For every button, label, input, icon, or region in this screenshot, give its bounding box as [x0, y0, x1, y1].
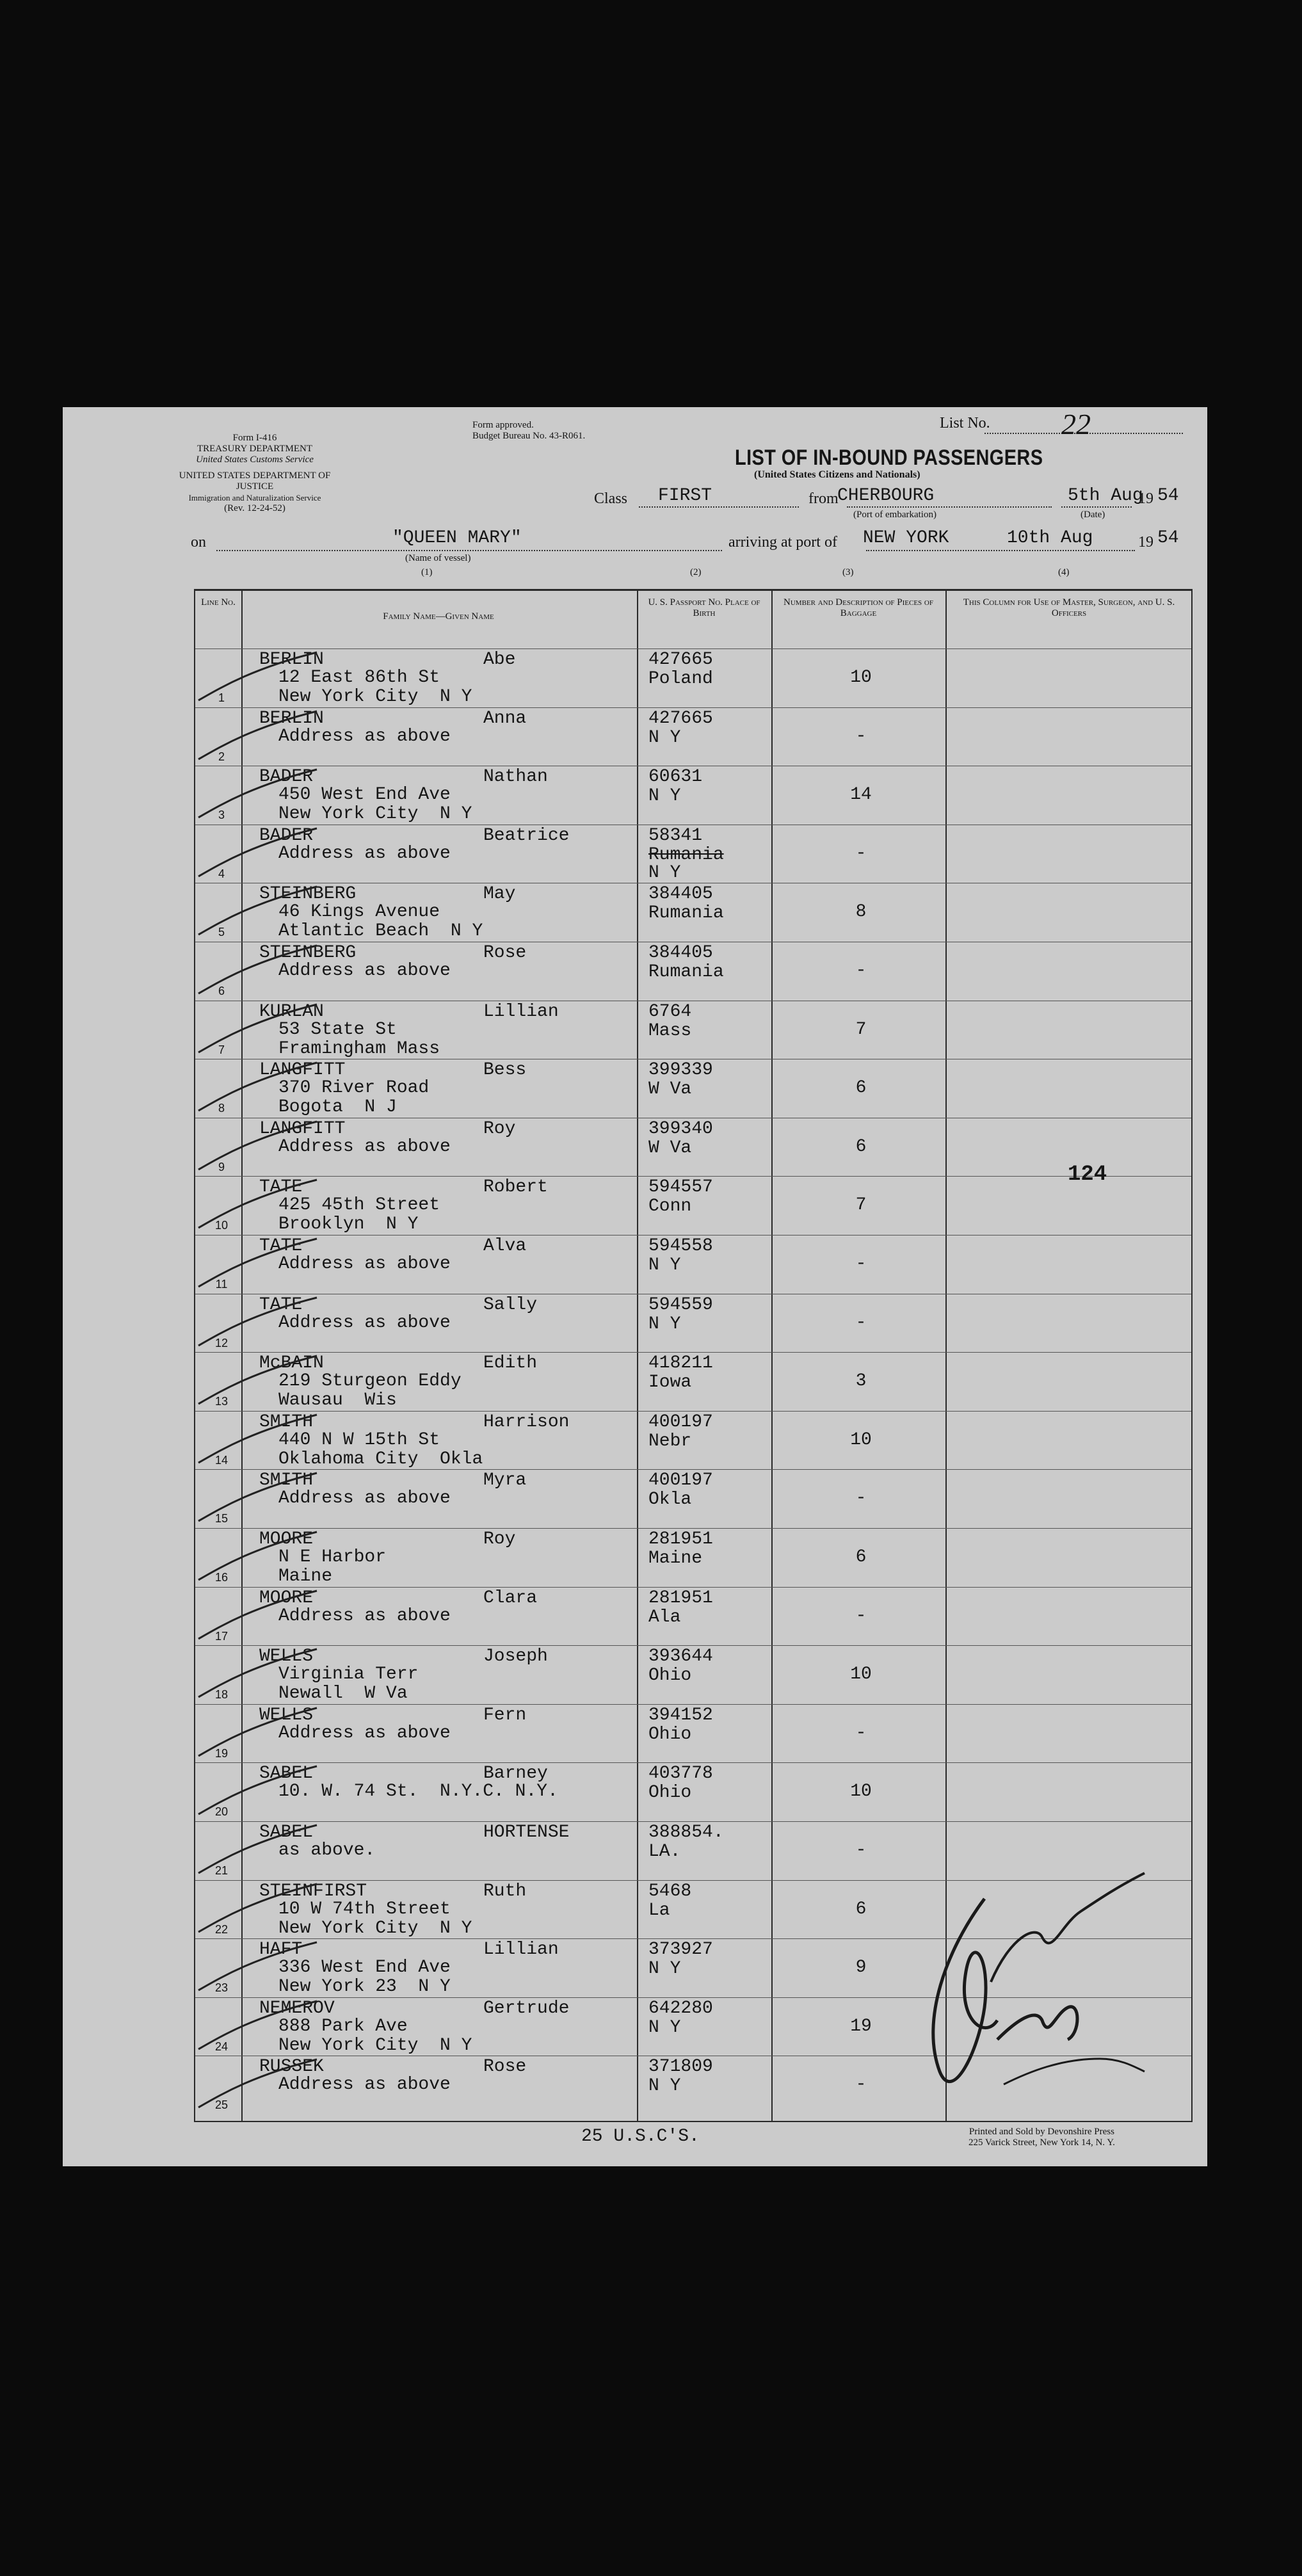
address-line-1: Address as above — [278, 1723, 451, 1743]
passport-number: 400197 — [648, 1412, 713, 1432]
family-name: BERLIN — [259, 650, 324, 670]
port-value: NEW YORK — [863, 528, 949, 548]
passport-number: 594559 — [648, 1294, 713, 1315]
table-row — [195, 1235, 1191, 1294]
address-line-2: Maine — [278, 1566, 333, 1586]
given-name: Gertrude — [483, 1998, 570, 2018]
check-mark-icon — [195, 1412, 323, 1470]
place-of-birth: Ohio — [648, 1666, 692, 1686]
family-name: McBAIN — [259, 1353, 324, 1374]
address-line-1: 888 Park Ave — [278, 2016, 408, 2036]
address-line-2: New York City N Y — [278, 687, 472, 707]
table-row — [195, 1352, 1191, 1411]
passport-number: 6764 — [648, 1001, 692, 1022]
check-mark-icon — [195, 1939, 323, 1997]
list-no-value: 22 — [1061, 408, 1091, 440]
line-number: 13 — [214, 1395, 229, 1408]
family-name: TATE — [259, 1294, 303, 1315]
given-name: Rose — [483, 943, 527, 963]
place-of-birth: Iowa — [648, 1373, 692, 1393]
check-mark-icon — [195, 1177, 323, 1235]
baggage-count: 14 — [850, 785, 872, 805]
check-mark-icon — [195, 1529, 323, 1587]
given-name: Edith — [483, 1353, 538, 1374]
address-line-2: Bogota N J — [278, 1097, 397, 1118]
passport-number: 594558 — [648, 1236, 713, 1256]
line-number: 12 — [214, 1336, 229, 1349]
baggage-count: - — [855, 1254, 867, 1274]
year-prefix-2: 19 — [1138, 534, 1153, 551]
family-name: HAFT — [259, 1940, 303, 1960]
col-num-2: (2) — [690, 567, 702, 577]
check-mark-icon — [195, 1646, 323, 1704]
baggage-count: 6 — [855, 1078, 867, 1099]
given-name: Barney — [483, 1764, 548, 1784]
baggage-count: 10 — [850, 1429, 872, 1450]
address-line-1: Address as above — [278, 2075, 451, 2095]
table-row — [195, 707, 1191, 766]
address-line-2: Wausau Wis — [278, 1390, 397, 1411]
check-mark-icon — [195, 1881, 323, 1939]
address-line-2: Newall W Va — [278, 1684, 408, 1704]
address-line-1: 440 N W 15th St — [278, 1429, 440, 1450]
place-of-birth: LA. — [648, 1842, 681, 1862]
baggage-count: 10 — [850, 668, 872, 688]
form-agency-block — [172, 433, 338, 514]
baggage-count: - — [855, 1312, 867, 1333]
place-of-birth: Ohio — [648, 1724, 692, 1744]
page-title: LIST OF IN-BOUND PASSENGERS — [735, 446, 1043, 470]
family-name: RUSSEK — [259, 2057, 324, 2077]
table-row — [195, 766, 1191, 825]
family-name: SMITH — [259, 1470, 314, 1491]
given-name: Clara — [483, 1588, 538, 1608]
page-subtitle: (United States Citizens and Nationals) — [754, 469, 920, 480]
check-mark-icon — [195, 1998, 323, 2056]
official-signature — [908, 1828, 1151, 2110]
baggage-count: 6 — [855, 1547, 867, 1567]
place-of-birth: Ohio — [648, 1783, 692, 1803]
place-of-birth: Conn — [648, 1196, 692, 1217]
address-line-2: New York City N Y — [278, 1918, 472, 1938]
line-number: 19 — [214, 1746, 229, 1760]
table-row — [195, 1645, 1191, 1704]
ins-service: Immigration and Naturalization Service — [188, 493, 321, 503]
place-of-birth: La — [648, 1900, 670, 1920]
check-mark-icon — [195, 1470, 323, 1528]
place-of-birth: N Y — [648, 1959, 681, 1979]
given-name: Robert — [483, 1177, 548, 1198]
baggage-count: - — [855, 843, 867, 864]
baggage-count: - — [855, 1723, 867, 1743]
approval-block — [472, 420, 600, 442]
col-num-4: (4) — [1058, 567, 1070, 577]
line-number: 15 — [214, 1512, 229, 1525]
year-1: 54 — [1157, 486, 1179, 506]
table-row — [195, 1176, 1191, 1235]
check-mark-icon — [195, 942, 323, 1001]
address-line-1: 53 State St — [278, 1019, 397, 1040]
col-header-line: Line No. — [201, 597, 236, 608]
passport-number: 384405 — [648, 943, 713, 963]
address-line-2: Oklahoma City Okla — [278, 1449, 483, 1469]
table-row — [195, 1528, 1191, 1587]
baggage-count: 3 — [855, 1371, 867, 1392]
baggage-count: - — [855, 1488, 867, 1509]
table-row — [195, 1469, 1191, 1528]
vessel-line — [216, 550, 722, 551]
check-mark-icon — [195, 1822, 323, 1880]
col-num-3: (3) — [842, 567, 854, 577]
family-name: KURLAN — [259, 1001, 324, 1022]
line-number: 16 — [214, 1571, 229, 1584]
depart-date-line — [1061, 506, 1132, 508]
passport-number: 5468 — [648, 1881, 692, 1901]
class-value: FIRST — [658, 486, 712, 506]
address-line-2: New York City N Y — [278, 804, 472, 825]
table-row — [195, 942, 1191, 1001]
baggage-count: 19 — [850, 2016, 872, 2036]
family-name: MOORE — [259, 1588, 314, 1608]
line-number: 9 — [218, 1160, 225, 1173]
address-line-2: Framingham Mass — [278, 1038, 440, 1059]
family-name: WELLS — [259, 1705, 314, 1725]
officer-stamp: 124 — [1068, 1163, 1107, 1187]
baggage-count: - — [855, 1840, 867, 1860]
passport-number: 400197 — [648, 1470, 713, 1491]
given-name: Fern — [483, 1705, 527, 1725]
family-name: MOORE — [259, 1529, 314, 1549]
baggage-count: 7 — [855, 1019, 867, 1040]
passport-number: 281951 — [648, 1529, 713, 1549]
address-line-1: Address as above — [278, 1136, 451, 1157]
family-name: LANGFITT — [259, 1060, 346, 1081]
check-mark-icon — [195, 1294, 323, 1353]
line-number: 18 — [214, 1688, 229, 1702]
given-name: Ruth — [483, 1881, 527, 1901]
check-mark-icon — [195, 1353, 323, 1411]
passport-number: 58341 — [648, 825, 703, 846]
printer-address: 225 Varick Street, New York 14, N. Y. — [968, 2137, 1115, 2148]
col-header-baggage: Number and Description of Pieces of Baggage — [784, 597, 933, 618]
address-line-1: Address as above — [278, 961, 451, 981]
passport-number: 594557 — [648, 1177, 713, 1198]
check-mark-icon — [195, 883, 323, 942]
baggage-count: 10 — [850, 1782, 872, 1802]
address-line-2: Brooklyn N Y — [278, 1214, 419, 1235]
place-of-birth: N Y — [648, 2076, 681, 2097]
address-line-2: Atlantic Beach N Y — [278, 921, 483, 942]
line-number: 21 — [214, 1864, 229, 1877]
check-mark-icon — [195, 1236, 323, 1294]
line-number: 2 — [218, 750, 225, 763]
given-name: Lillian — [483, 1940, 559, 1960]
given-name: Beatrice — [483, 825, 570, 846]
col-num-1: (1) — [421, 567, 433, 577]
address-line-1: Address as above — [278, 1488, 451, 1509]
on-label: on — [191, 534, 206, 551]
address-line-1: 219 Sturgeon Eddy — [278, 1371, 462, 1392]
given-name: Lillian — [483, 1001, 559, 1022]
place-of-birth: W Va — [648, 1138, 692, 1158]
place-of-birth: N Y — [648, 2017, 681, 2038]
line-number: 8 — [218, 1102, 225, 1115]
year-2: 54 — [1157, 528, 1179, 548]
address-line-1: 10. W. 74 St. N.Y.C. N.Y. — [278, 1782, 558, 1802]
passport-number: 394152 — [648, 1705, 713, 1725]
check-mark-icon — [195, 1705, 323, 1763]
table-row — [195, 1762, 1191, 1821]
place-of-birth-corrected: N Y — [648, 862, 681, 883]
from-label: from — [808, 490, 839, 507]
given-name: Abe — [483, 650, 516, 670]
passport-number: 371809 — [648, 2057, 713, 2077]
place-of-birth: Ala — [648, 1607, 681, 1627]
place-of-birth: Poland — [648, 669, 713, 689]
family-name: SABEL — [259, 1823, 314, 1842]
address-line-2: New York City N Y — [278, 2035, 472, 2056]
line-number: 23 — [214, 1981, 229, 1995]
given-name: Anna — [483, 708, 527, 729]
check-mark-icon — [195, 1059, 323, 1118]
family-name: SMITH — [259, 1412, 314, 1432]
budget-number: Budget Bureau No. 43-R061. — [472, 431, 586, 441]
given-name: Bess — [483, 1060, 527, 1081]
line-number: 4 — [218, 867, 225, 880]
baggage-count: 9 — [855, 1958, 867, 1978]
col-header-passport: U. S. Passport No. Place of Birth — [648, 597, 760, 618]
place-of-birth: N Y — [648, 1255, 681, 1275]
family-name: LANGFITT — [259, 1118, 346, 1139]
passport-number: 384405 — [648, 884, 713, 905]
place-of-birth: W Va — [648, 1079, 692, 1100]
table-row — [195, 1587, 1191, 1646]
place-of-birth: N Y — [648, 1314, 681, 1334]
table-row — [195, 1118, 1191, 1177]
address-line-1: 12 East 86th St — [278, 668, 440, 688]
table-row — [195, 1704, 1191, 1763]
from-value: CHERBOURG — [837, 486, 935, 506]
baggage-count: 7 — [855, 1195, 867, 1216]
class-line — [639, 506, 799, 508]
passport-number: 60631 — [648, 767, 703, 787]
family-name: BERLIN — [259, 708, 324, 729]
check-mark-icon — [195, 649, 323, 707]
passport-number: 388854. — [648, 1823, 724, 1842]
given-name: HORTENSE — [483, 1823, 570, 1842]
table-row — [195, 1059, 1191, 1118]
family-name: STEINFIRST — [259, 1881, 367, 1901]
passport-number: 399340 — [648, 1118, 713, 1139]
given-name: Sally — [483, 1294, 538, 1315]
table-row — [195, 1294, 1191, 1353]
place-of-birth: Rumania — [648, 962, 724, 982]
place-of-birth: Rumania — [648, 844, 724, 865]
justice-dept: UNITED STATES DEPARTMENT OF JUSTICE — [179, 471, 331, 492]
line-number: 14 — [214, 1453, 229, 1467]
line-number: 6 — [218, 985, 225, 997]
arriving-label: arriving at port of — [728, 534, 837, 551]
depart-date: 5th Aug — [1068, 486, 1143, 506]
family-name: TATE — [259, 1177, 303, 1198]
baggage-count: - — [855, 726, 867, 746]
address-line-1: N E Harbor — [278, 1547, 387, 1567]
given-name: Roy — [483, 1118, 516, 1139]
check-mark-icon — [195, 1588, 323, 1646]
family-name: TATE — [259, 1236, 303, 1256]
address-line-1: Virginia Terr — [278, 1664, 419, 1685]
passport-number: 403778 — [648, 1764, 713, 1784]
baggage-count: - — [855, 961, 867, 981]
line-number: 10 — [214, 1219, 229, 1232]
passport-number: 393644 — [648, 1646, 713, 1667]
address-line-1: 336 West End Ave — [278, 1958, 451, 1978]
form-approved: Form approved. — [472, 420, 534, 430]
address-line-1: 450 West End Ave — [278, 785, 451, 805]
baggage-count: 8 — [855, 902, 867, 922]
given-name: Nathan — [483, 767, 548, 787]
given-name: Joseph — [483, 1646, 548, 1667]
place-of-birth: Maine — [648, 1549, 703, 1568]
table-row — [195, 883, 1191, 942]
address-line-1: Address as above — [278, 843, 451, 864]
check-mark-icon — [195, 2056, 323, 2114]
line-number: 1 — [218, 691, 225, 704]
address-line-1: Address as above — [278, 1312, 451, 1333]
passport-number: 281951 — [648, 1588, 713, 1608]
address-line-1: as above. — [278, 1840, 376, 1860]
vessel-name: "QUEEN MARY" — [392, 528, 522, 548]
year-prefix-1: 19 — [1138, 490, 1153, 507]
table-row — [195, 648, 1191, 707]
arrive-date: 10th Aug — [1007, 528, 1093, 548]
check-mark-icon — [195, 825, 323, 883]
family-name: SABEL — [259, 1764, 314, 1784]
given-name: Roy — [483, 1529, 516, 1549]
baggage-count: 6 — [855, 1899, 867, 1919]
passport-number: 427665 — [648, 650, 713, 670]
col-header-name: Family Name—Given Name — [383, 611, 494, 622]
address-line-1: 370 River Road — [278, 1078, 430, 1099]
line-number: 22 — [214, 1922, 229, 1936]
customs-service: United States Customs Service — [196, 455, 314, 465]
passenger-list-sheet — [63, 407, 1207, 2166]
address-line-1: 10 W 74th Street — [278, 1899, 451, 1919]
family-name: WELLS — [259, 1646, 314, 1667]
line-number: 5 — [218, 926, 225, 939]
family-name: STEINBERG — [259, 884, 357, 905]
check-mark-icon — [195, 1763, 323, 1821]
line-number: 17 — [214, 1629, 229, 1643]
place-of-birth: N Y — [648, 786, 681, 807]
family-name: NEMEROV — [259, 1998, 335, 2018]
place-of-birth: Nebr — [648, 1431, 692, 1451]
family-name: BADER — [259, 767, 314, 787]
embark-caption: (Port of embarkation) — [853, 510, 936, 520]
baggage-count: 6 — [855, 1136, 867, 1157]
passport-number: 418211 — [648, 1353, 713, 1374]
passport-number: 642280 — [648, 1998, 713, 2018]
class-label: Class — [594, 490, 628, 507]
list-no-label: List No. — [940, 415, 990, 431]
family-name: BADER — [259, 825, 314, 846]
address-line-1: Address as above — [278, 1606, 451, 1626]
line-number: 25 — [214, 2098, 229, 2112]
given-name: Myra — [483, 1470, 527, 1491]
given-name: Alva — [483, 1236, 527, 1256]
family-name: STEINBERG — [259, 943, 357, 963]
table-row — [195, 1411, 1191, 1470]
table-row — [195, 825, 1191, 883]
passport-number: 373927 — [648, 1940, 713, 1960]
check-mark-icon — [195, 1001, 323, 1059]
table-row — [195, 1001, 1191, 1059]
date-caption: (Date) — [1081, 510, 1105, 520]
form-number: Form I-416 — [232, 433, 277, 443]
given-name: Harrison — [483, 1412, 570, 1432]
address-line-2: New York 23 N Y — [278, 1977, 451, 1997]
treasury-dept: TREASURY DEPARTMENT — [197, 444, 313, 454]
address-line-1: 425 45th Street — [278, 1195, 440, 1216]
given-name: Rose — [483, 2057, 527, 2077]
place-of-birth: Rumania — [648, 903, 724, 924]
line-number: 20 — [214, 1805, 229, 1819]
total-count: 25 U.S.C'S. — [581, 2127, 700, 2146]
place-of-birth: Mass — [648, 1020, 692, 1041]
line-number: 3 — [218, 809, 225, 822]
address-line-1: Address as above — [278, 726, 451, 746]
check-mark-icon — [195, 766, 323, 825]
line-number: 11 — [215, 1278, 228, 1291]
baggage-count: - — [855, 1606, 867, 1626]
printer-credit — [968, 2127, 1115, 2148]
port-line — [866, 550, 1135, 551]
passport-number: 399339 — [648, 1060, 713, 1081]
baggage-count: - — [855, 2075, 867, 2095]
line-number: 24 — [214, 2040, 229, 2053]
passport-number: 427665 — [648, 708, 713, 729]
vessel-caption: (Name of vessel) — [405, 553, 471, 563]
from-line — [847, 506, 1052, 508]
form-revision: (Rev. 12-24-52) — [224, 503, 285, 513]
place-of-birth: Okla — [648, 1490, 692, 1510]
col-header-officers: This Column for Use of Master, Surgeon, and U. S. Officers — [963, 597, 1175, 618]
address-line-1: 46 Kings Avenue — [278, 902, 440, 922]
check-mark-icon — [195, 708, 323, 766]
baggage-count: 10 — [850, 1664, 872, 1685]
printer-name: Printed and Sold by Devonshire Press — [968, 2127, 1114, 2137]
check-mark-icon — [195, 1118, 323, 1177]
given-name: May — [483, 884, 516, 905]
line-number: 7 — [218, 1043, 225, 1056]
address-line-1: Address as above — [278, 1254, 451, 1274]
place-of-birth: N Y — [648, 727, 681, 748]
